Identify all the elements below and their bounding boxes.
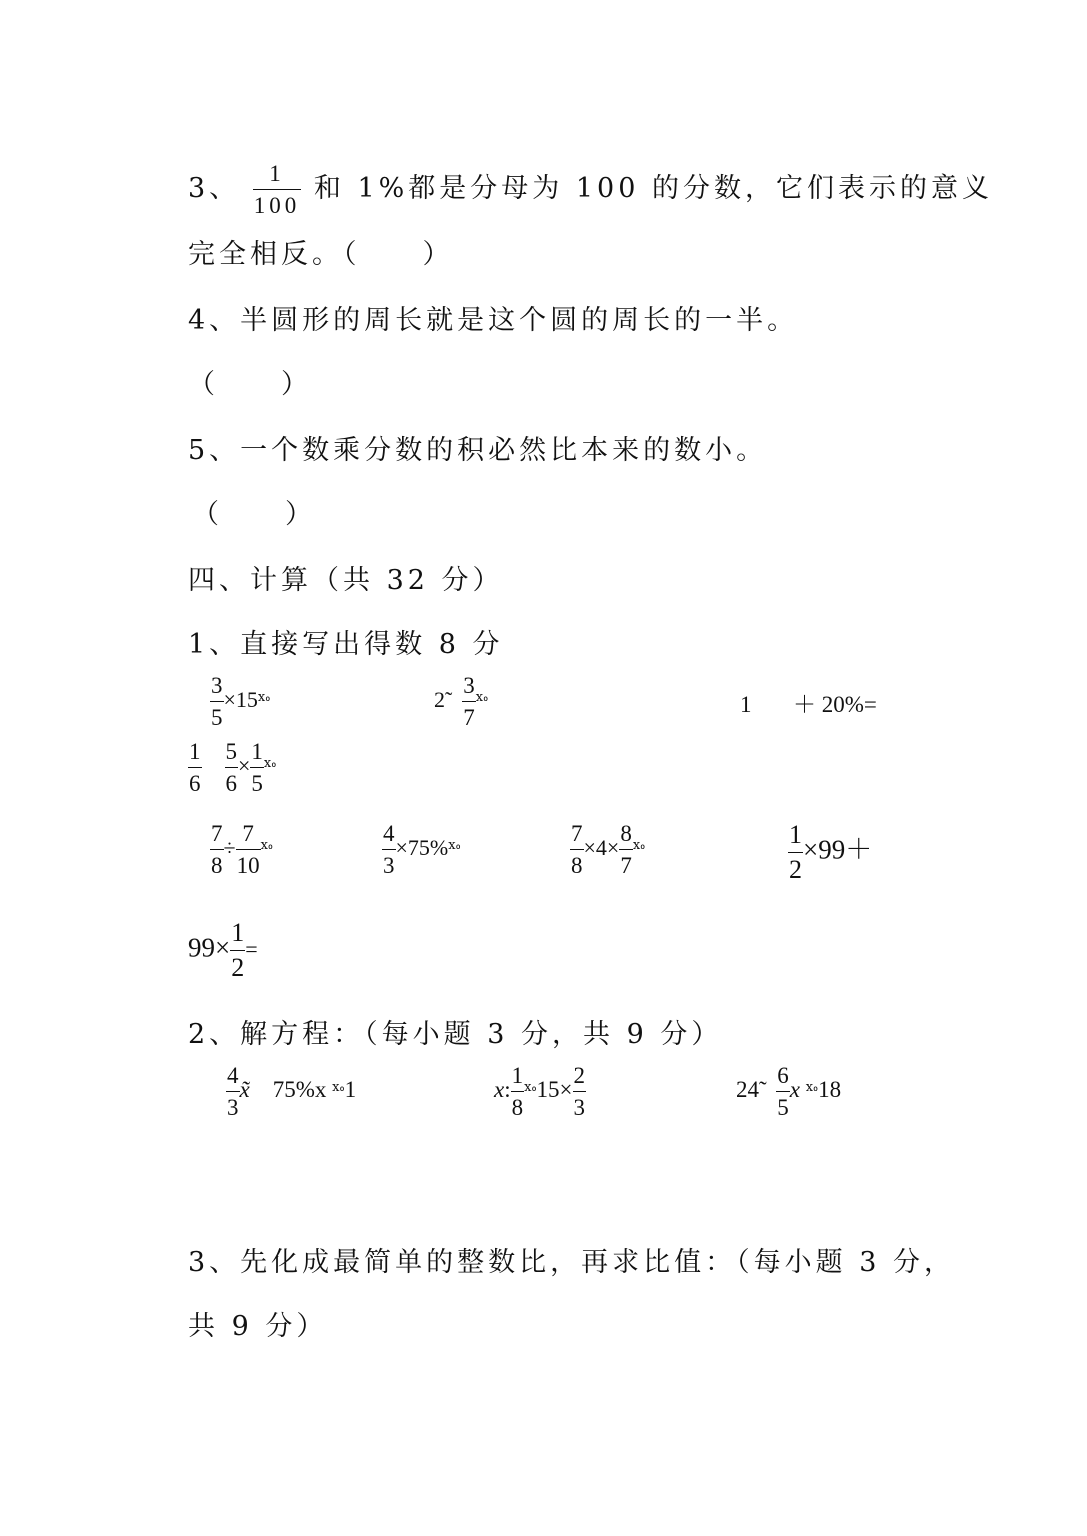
expression-7: $\frac{7}{8}$ ×4× $\frac{8}{7}$ $^{ⅹ៰}$ bbox=[571, 821, 646, 878]
question-text: 和 1%都是分母为 100 的分数，它们表示的意义 bbox=[313, 173, 993, 204]
section-title: 四、计算（共 32 分） bbox=[188, 565, 504, 596]
question-3-line1 bbox=[188, 162, 993, 217]
question-number: 3、 bbox=[188, 173, 241, 204]
expression-9: 99× $\frac{1}{2}$ = bbox=[188, 918, 258, 982]
subsection-title: 1、直接写出得数 8 分 bbox=[188, 629, 504, 660]
expression-4: $\frac{1}{6}$ $\frac{5}{6}$ × $\frac{1}{5}$ $^{ⅹ៰}$ bbox=[189, 739, 277, 796]
subsection-title: 2、解方程：（每小题 3 分，共 9 分） bbox=[188, 1019, 723, 1050]
expression-8: $\frac{1}{2}$ ×99＋ bbox=[789, 820, 873, 884]
question-4: 4、半圆形的周长就是这个圆的周长的一半。 bbox=[188, 305, 799, 336]
fraction: $\frac{1}{100}$ bbox=[253, 161, 301, 218]
expression-3: 1 ＋ 20%= bbox=[740, 692, 877, 717]
answer-bracket: （ ） bbox=[192, 499, 316, 530]
question-5: 5、一个数乘分数的积必然比本来的数小。 bbox=[188, 435, 768, 466]
expression-2: 2̃ $\frac{3}{7}$ $^{ⅹ៰}$ bbox=[434, 673, 489, 730]
expression-6: $\frac{4}{3}$ ×75%$^{ⅹ៰}$ bbox=[383, 821, 461, 878]
equation-3: 24̃ $\frac{6}{5}$ x $^{ⅹ៰}$18 bbox=[736, 1063, 842, 1120]
subsection-title: 3、先化成最简单的整数比，再求比值：（每小题 3 分， bbox=[188, 1247, 956, 1278]
equation-2: x: $\frac{1}{8}$ $^{ⅹ៰}$15× $\frac{2}{3}$ bbox=[494, 1063, 586, 1120]
subsection-title-cont: 共 9 分） bbox=[188, 1311, 328, 1342]
question-3-line2: 完全相反。（ ） bbox=[188, 239, 454, 270]
answer-bracket: （ ） bbox=[188, 369, 312, 400]
expression-5: $\frac{7}{8}$ ÷ $\frac{7}{10}$ $^{ⅹ៰}$ bbox=[211, 821, 273, 878]
equation-1: $\frac{4}{3}$ x̃ 75%x $^{ⅹ៰}$1 bbox=[227, 1063, 357, 1120]
expression-1: $\frac{3}{5}$ $\times 15^{ⅹ៰}$ bbox=[211, 673, 271, 730]
